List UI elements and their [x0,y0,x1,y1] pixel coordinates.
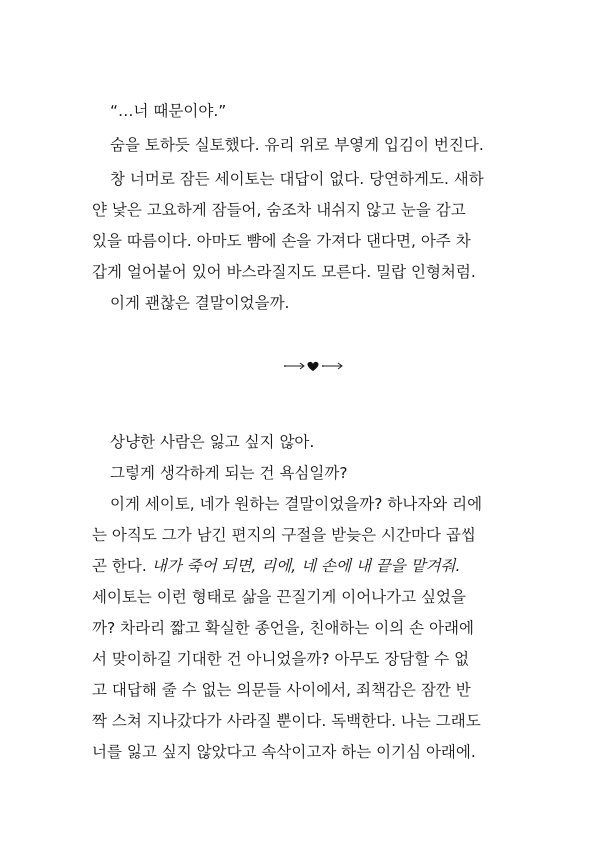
dialogue-line: “…너 때문이야.” [110,102,227,120]
section-divider [282,358,344,374]
paragraph-line: 숨을 토하듯 실토했다. 유리 위로 부옇게 입김이 번진다. [110,136,484,154]
paragraph-line: 너를 잃고 싶지 않았다고 속삭이고자 하는 이기심 아래에. [92,743,476,761]
paragraph-line: 얀 낯은 고요하게 잠들어, 숨조차 내쉬지 않고 눈을 감고 [92,201,466,219]
paragraph-line: 짝 스쳐 지나갔다가 사라질 뿐이다. 독백한다. 나는 그래도 [92,712,481,730]
arrow-heart-arrow-icon [282,358,344,374]
paragraph-line: 서 맞이하길 기대한 건 아니었을까? 아무도 장담할 수 없 [92,650,470,668]
paragraph-line: 이게 세이토, 네가 원하는 결말이었을까? 하나자와 리에 [110,495,483,513]
plain-text: 곤 한다. [92,557,147,575]
paragraph-line: 갑게 얼어붙어 있어 바스라질지도 모른다. 밀랍 인형처럼. [92,263,476,281]
paragraph-line: 고 대답해 줄 수 없는 의문들 사이에서, 죄책감은 잠깐 반 [92,681,471,699]
paragraph-line: 있을 따름이다. 아마도 뺨에 손을 가져다 댄다면, 아주 차 [92,232,471,250]
paragraph-line [92,556,460,576]
paragraph-line: 그렇게 생각하게 되는 건 욕심일까? [110,464,348,482]
italic-quote: 내가 죽어 되면, 리에, 네 손에 내 끝을 맡겨줘. [151,557,461,575]
paragraph-line: 세이토는 이런 형태로 삶을 끈질기게 이어나가고 싶었을 [92,588,466,606]
paragraph-line: 까? 차라리 짧고 확실한 종언을, 친애하는 이의 손 아래에 [92,619,474,637]
paragraph-line: 이게 괜찮은 결말이었을까. [110,294,290,312]
paragraph-line: 는 아직도 그가 남긴 편지의 구절을 받늦은 시간마다 곱씹 [92,526,476,544]
paragraph-line: 상냥한 사람은 잃고 싶지 않아. [110,433,315,451]
paragraph-line: 창 너머로 잠든 세이토는 대답이 없다. 당연하게도. 새하 [110,170,484,188]
